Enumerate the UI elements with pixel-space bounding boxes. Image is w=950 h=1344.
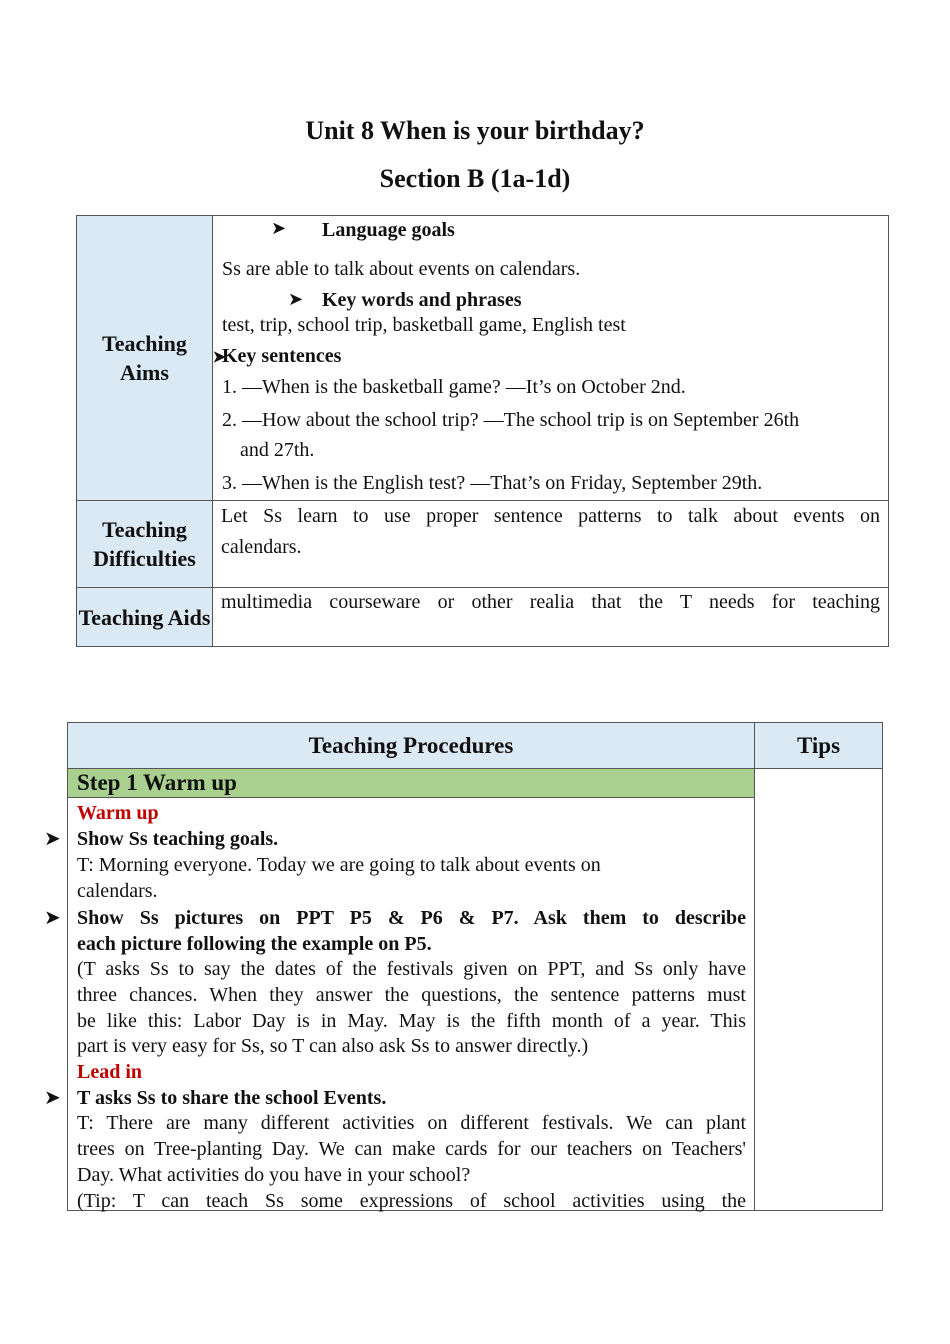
difficulties-line-2: calendars. [221,536,302,558]
teaching-aids-content [213,588,889,647]
teaching-aims-content [213,216,889,501]
arrow-bullet-icon: ➤ [44,907,61,929]
tips-header: Tips [755,723,883,769]
page-subtitle: Section B (1a-1d) [379,164,571,193]
item-1-line-2: calendars. [77,880,158,902]
item-2-para-4: part is very easy for Ss, so T can also ask Ss to answer directly.) [77,1035,589,1057]
item-1-title: Show Ss teaching goals. [77,828,279,850]
item-3-para-3: Day. What activities do you have in your school? [77,1164,471,1186]
teaching-aims-label-text: Teaching Aims [102,331,187,385]
procedures-header: Teaching Procedures [68,723,755,769]
key-sentence-1: 1. —When is the basketball game? —It’s on October 2nd. [222,376,686,398]
difficulties-line-1: Let Ss learn to use proper sentence patterns to talk about events on [221,505,880,527]
item-1-line-1: T: Morning everyone. Today we are going to talk about events on [77,854,601,876]
arrow-bullet-icon: ➤ [212,349,226,366]
warm-up-label: Warm up [77,802,159,824]
arrow-bullet-icon: ➤ [288,289,304,309]
key-sentence-3: 3. —When is the English test? —That’s on Friday, September 29th. [222,472,763,494]
item-2-para-1: (T asks Ss to say the dates of the festivals given on PPT, and Ss only have [77,958,746,980]
arrow-bullet-icon: ➤ [271,218,287,238]
page-title: Unit 8 When is your birthday? [305,116,645,145]
language-goals-text: Ss are able to talk about events on calendars. [222,258,581,280]
step-1-heading: Step 1 Warm up [68,769,755,798]
key-sentences-heading: Key sentences [222,345,342,367]
key-sentence-2: 2. —How about the school trip? —The school trip is on September 26th [222,409,800,431]
item-2-line-2: each picture following the example on P5. [77,933,432,955]
key-words-heading: Key words and phrases [322,289,522,311]
teaching-aids-label: Teaching Aids [77,588,213,647]
arrow-bullet-icon: ➤ [44,1087,61,1109]
teaching-aims-label [77,216,226,501]
aids-text: multimedia courseware or other realia that the T needs for teaching [221,591,880,613]
item-3-para-2: trees on Tree-planting Day. We can make cards for our teachers on Teachers' [77,1138,746,1160]
item-3-para-1: T: There are many different activities on different festivals. We can plant [77,1112,746,1134]
key-sentence-2-cont: and 27th. [240,439,315,461]
lead-in-label: Lead in [77,1061,143,1083]
key-words-text: test, trip, school trip, basketball game, English test [222,314,626,336]
arrow-bullet-icon: ➤ [44,828,61,850]
item-3-para-4: (Tip: T can teach Ss some expressions of school activities using the [77,1190,746,1212]
tips-cell [755,769,883,1211]
item-2-para-3: be like this: Labor Day is in May. May is the fifth month of a year. This [77,1010,746,1032]
item-2-para-2: three chances. When they answer the questions, the sentence patterns must [77,984,746,1006]
teaching-info-table [76,215,889,647]
teaching-difficulties-label: Teaching Difficulties [77,501,213,588]
teaching-difficulties-content [213,501,889,588]
language-goals-heading: Language goals [322,219,455,241]
item-3-title: T asks Ss to share the school Events. [77,1087,387,1109]
item-2-line-1: Show Ss pictures on PPT P5 & P6 & P7. Ask them to describe [77,907,746,929]
